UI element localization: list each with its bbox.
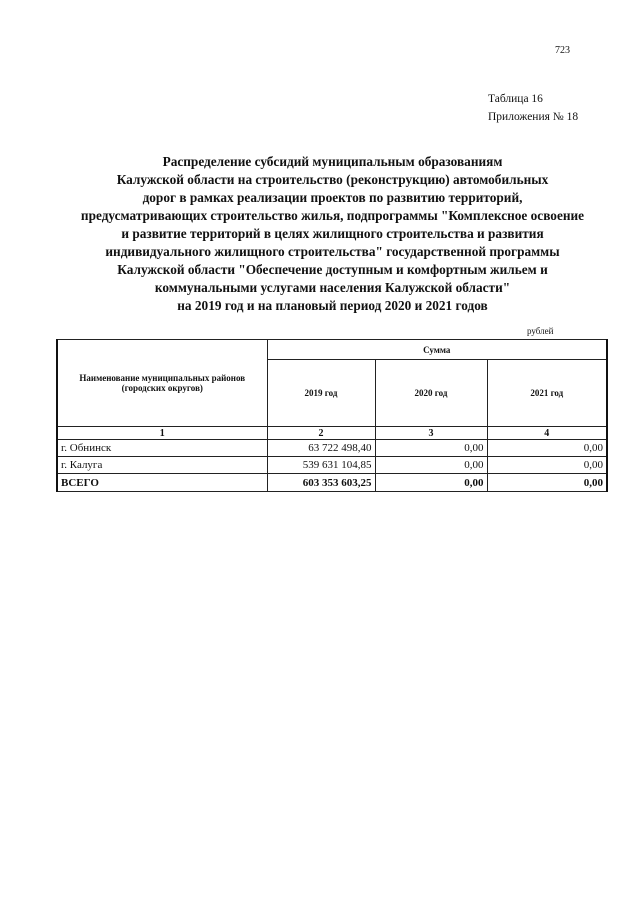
column-number: 4 — [487, 427, 607, 440]
title-line: на 2019 год и на плановый период 2020 и 2021 годов — [177, 298, 488, 313]
title-line: дорог в рамках реализации проектов по развитию территорий, — [142, 190, 523, 205]
name-column-header: Наименование муниципальных районов (городских округов) — [57, 340, 267, 427]
total-row — [57, 474, 607, 492]
value-2021: 0,00 — [487, 457, 607, 474]
appendix-reference: Приложения № 18 — [488, 111, 579, 123]
row-name: г. Обнинск — [57, 440, 267, 457]
value-2019: 539 631 104,85 — [267, 457, 375, 474]
total-2019: 603 353 603,25 — [267, 474, 375, 492]
title-line: коммунальными услугами населения Калужской области" — [154, 280, 511, 295]
column-number: 2 — [267, 427, 375, 440]
value-2020: 0,00 — [375, 457, 487, 474]
year-header-2019: 2019 год — [267, 360, 375, 427]
table-row — [57, 440, 607, 457]
page-number: 723 — [555, 45, 570, 56]
title-line: Калужской области на строительство (реконструкцию) автомобильных — [116, 172, 549, 187]
row-name: г. Калуга — [57, 457, 267, 474]
subsidy-table — [56, 339, 608, 492]
title-line: предусматривающих строительство жилья, подпрограммы "Комплексное освоение — [80, 208, 585, 223]
document-title — [40, 153, 625, 315]
table-row — [57, 457, 607, 474]
column-number: 1 — [57, 427, 267, 440]
title-line: индивидуального жилищного строительства" государственной программы — [105, 244, 560, 259]
year-header-2020: 2020 год — [375, 360, 487, 427]
sum-header: Сумма — [267, 340, 607, 360]
total-label: ВСЕГО — [57, 474, 267, 492]
total-2021: 0,00 — [487, 474, 607, 492]
title-line: Калужской области "Обеспечение доступным и комфортным жильем и — [117, 262, 548, 277]
value-2020: 0,00 — [375, 440, 487, 457]
unit-label: рублей — [527, 326, 554, 336]
column-number: 3 — [375, 427, 487, 440]
title-line: и развитие территорий в целях жилищного строительства и развития — [121, 226, 544, 241]
total-2020: 0,00 — [375, 474, 487, 492]
value-2021: 0,00 — [487, 440, 607, 457]
year-header-2021: 2021 год — [487, 360, 607, 427]
table-reference: Таблица 16 — [488, 93, 543, 105]
title-line: Распределение субсидий муниципальным образованиям — [162, 154, 503, 169]
value-2019: 63 722 498,40 — [267, 440, 375, 457]
